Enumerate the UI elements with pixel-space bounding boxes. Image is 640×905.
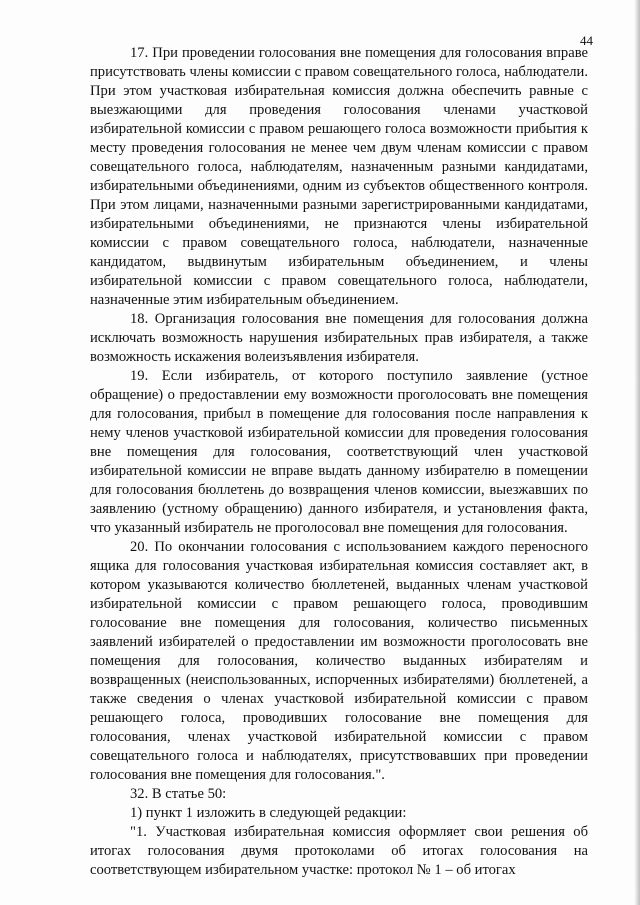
document-body <box>90 44 588 880</box>
paragraph-18: 18. Организация голосования вне помещения для голосования должна исключать возможность нарушения избирательных прав избирателя, а также возможность искажения волеизъявления избирателя. <box>90 311 588 365</box>
paragraph-point-1: 1) пункт 1 изложить в следующей редакции: <box>130 805 407 821</box>
paragraph-quote-1: "1. Участковая избирательная комиссия оформляет свои решения об итогах голосования двумя протоколами об итогах голосования на соответствующем избирательном участке: протокол № 1 – об итогах <box>90 824 588 878</box>
paragraph-20: 20. По окончании голосования с использованием каждого переносного ящика для голосования участковая избирательная комиссия составляет акт, в котором указываются количество бюллетеней, выданных членам участковой избирательной комиссии с правом решающего голоса, проводившим голосование вне помещения для голосования, количество письменных заявлений избирателей о предоставлении им возможности проголосовать вне помещения для голосования, количество выданных избирателям и возвращенных (неиспользованных, испорченных избирателями) бюллетеней, а также сведения о членах участковой избирательной комиссии с правом решающего голоса, проводивших голосование вне помещения для голосования, членах участковой избирательной комиссии с правом совещательного голоса и наблюдателях, присутствовавших при проведении голосования вне помещения для голосования.". <box>90 539 588 783</box>
paragraph-17: 17. При проведении голосования вне помещения для голосования вправе присутствовать члены комиссии с правом совещательного голоса, наблюдатели. При этом участковая избирательная комиссия должна обеспечить равные с выезжающими для проведения голосования членами участковой избирательной комиссии с правом решающего голоса возможности прибытия к месту проведения голосования не менее чем двум членам комиссии с правом совещательного голоса, наблюдателям, назначенным разными кандидатами, избирательными объединениями, одним из субъектов общественного контроля. При этом лицами, назначенными разными зарегистрированными кандидатами, избирательными объединениями, не признаются члены избирательной комиссии с правом совещательного голоса, наблюдатели, назначенные кандидатом, выдвинутым избирательным объединением, и члены избирательной комиссии с правом совещательного голоса, наблюдатели, назначенные этим избирательным объединением. <box>90 45 588 308</box>
scan-edge <box>634 0 640 905</box>
paragraph-32: 32. В статье 50: <box>130 786 227 802</box>
page-number: 44 <box>580 33 593 48</box>
paragraph-19: 19. Если избиратель, от которого поступило заявление (устное обращение) о предоставлении ему возможности проголосовать вне помещения для голосования, прибыл в помещение для голосования после направления к нему членов участковой избирательной комиссии для проведения голосования вне помещения для голосования, соответствующий член участковой избирательной комиссии не вправе выдать данному избирателю в помещении для голосования бюллетень до возвращения членов комиссии, выезжавших по заявлению (устному обращению) данного избирателя, и установления факта, что указанный избиратель не проголосовал вне помещения для голосования. <box>90 368 588 536</box>
